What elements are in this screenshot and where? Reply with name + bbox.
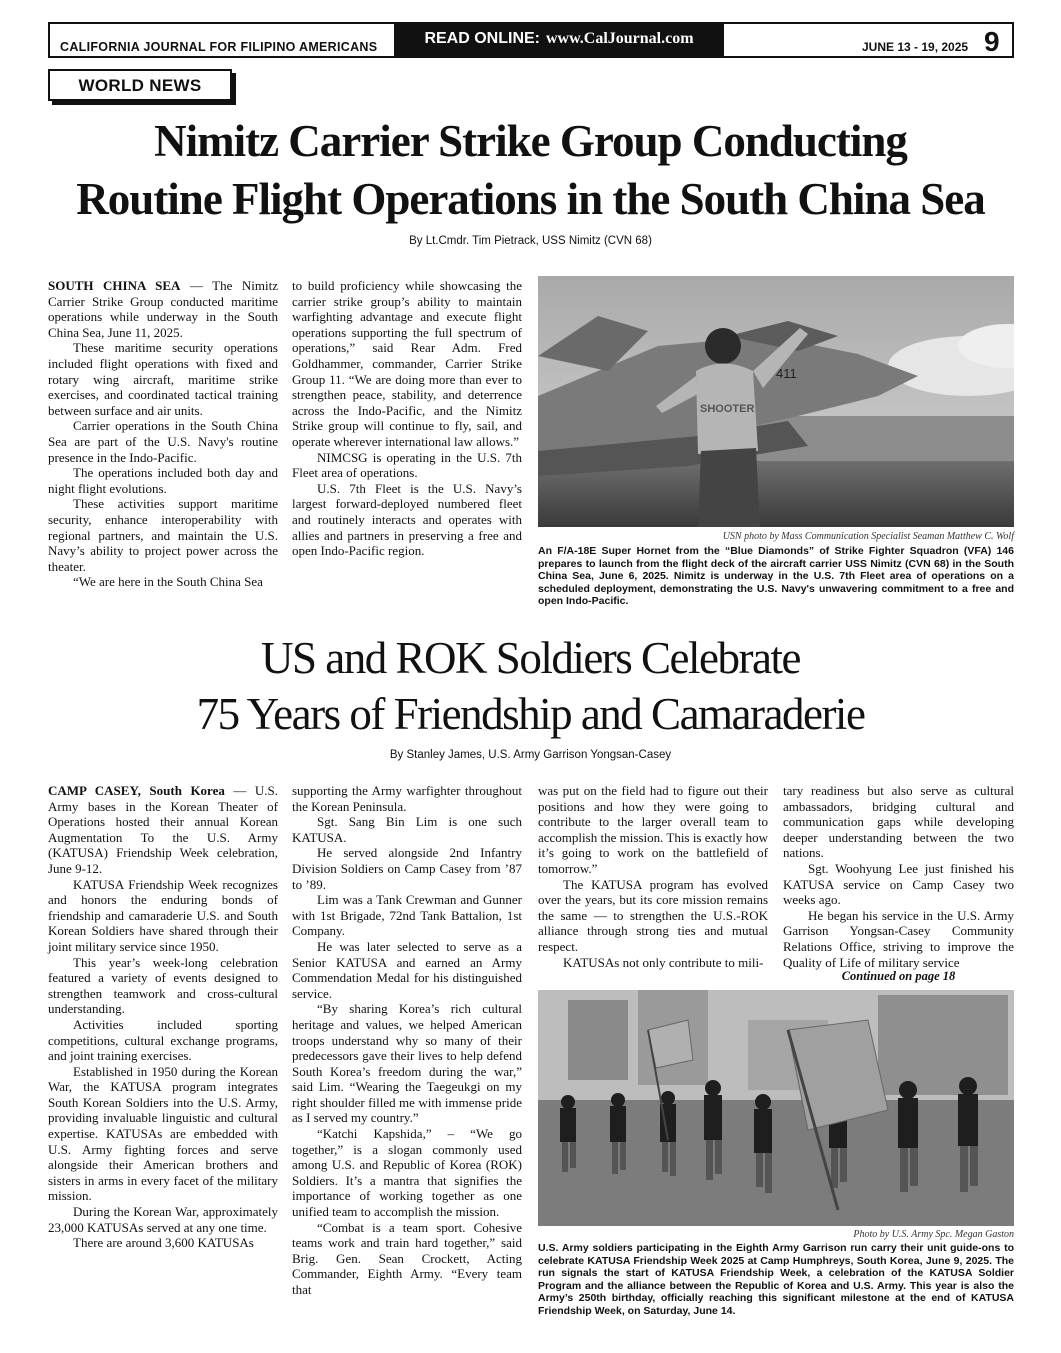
paragraph: The operations included both day and night flight evolutions. [48, 465, 278, 496]
paragraph: “Katchi Kapshida,” – “We go together,” is a slogan commonly used among U.S. and Republic of Korea (ROK) Soldiers. It’s a mantra that signifies the importance of working together as one unified team to accomplish the mission. [292, 1126, 522, 1220]
paragraph: Sgt. Woohyung Lee just finished his KATUSA service on Camp Casey two weeks ago. [783, 860, 1014, 908]
article2-photo-caption: U.S. Army soldiers participating in the Eighth Army Garrison run carry their unit guide-ons to celebrate KATUSA Friendship Week 2025 at Camp Humphreys, South Korea, June 9, 2025. The run signals the start of KATUSA Friendship Week, a celebration of the KATUSA Soldier Program and the alliance between the Republic of Korea and U.S. Army. This year is also the Army’s 250th birthday, officially reaching this significant milestone at the end of KATUSA Friendship Week, on Saturday, June 14. [538, 1242, 1014, 1317]
paragraph: was put on the field had to figure out their positions and how they were going to contribute to the larger overall team to accomplish the mission. This is exactly how it’s going to work on the battlefield of tomorrow.” [538, 783, 768, 876]
paragraph: SOUTH CHINA SEA — The Nimitz Carrier Strike Group conducted maritime operations while underway in the South China Sea, June 11, 2025. [48, 278, 278, 340]
publication-name: CALIFORNIA JOURNAL FOR FILIPINO AMERICANS [60, 40, 378, 54]
paragraph: Lim was a Tank Crewman and Gunner with 1st Brigade, 72nd Tank Battalion, 1st Company. [292, 892, 522, 939]
issue-date: JUNE 13 - 19, 2025 [862, 40, 969, 54]
website-link[interactable]: www.CalJournal.com [546, 30, 694, 47]
article2-column-3 [538, 783, 768, 970]
article1-column-1 [48, 278, 278, 590]
article1-byline: By Lt.Cmdr. Tim Pietrack, USS Nimitz (CVN 68) [409, 235, 652, 247]
paragraph: Carrier operations in the South China Sea are part of the U.S. Navy's routine presence in the Indo-Pacific. [48, 418, 278, 465]
article1-headline [30, 112, 1031, 228]
katusa-run-photo [538, 990, 1014, 1226]
paragraph: This year’s week-long celebration featured a variety of events designed to strengthen teamwork and cross-cultural understanding. [48, 954, 278, 1017]
paragraph: These activities support maritime security, enhance interoperability with regional partners, and maintain the U.S. Navy’s ability to project power across the theater. [48, 496, 278, 574]
paragraph: The KATUSA program has evolved over the years, but its core mission remains the same — to strengthen the U.S.-ROK alliance through strong ties and mutual respect. [538, 876, 768, 954]
article1-photo-caption: An F/A-18E Super Hornet from the “Blue Diamonds” of Strike Fighter Squadron (VFA) 146 prepares to launch from the flight deck of the aircraft carrier USS Nimitz (CVN 68) in the South China Sea, June 6, 2025. Nimitz is underway in the U.S. 7th Fleet area of operations on a scheduled deployment, demonstrating the U.S. Navy's unwavering commitment to a free and open Indo-Pacific. [538, 545, 1014, 608]
paragraph: NIMCSG is operating in the U.S. 7th Fleet area of operations. [292, 449, 522, 481]
paragraph: During the Korean War, approximately 23,000 KATUSAs served at any one time. [48, 1204, 278, 1235]
paragraph: These maritime security operations included flight operations with fixed and rotary wing aircraft, maritime strike exercises, and coordinated tactical training between surface and air units. [48, 340, 278, 418]
article1-column-2 [292, 278, 522, 559]
article2-headline-line1: US and ROK Soldiers Celebrate [261, 633, 800, 683]
fighter-jet-image [538, 276, 1014, 527]
dateline: SOUTH CHINA SEA [48, 278, 181, 293]
vest-text: SHOOTER [700, 403, 755, 415]
carrier-flight-deck-photo [538, 276, 1014, 527]
article2-headline [30, 630, 1031, 742]
paragraph: supporting the Army warfighter throughout the Korean Peninsula. [292, 783, 522, 814]
paragraph: “We are here in the South China Sea [73, 574, 263, 590]
page-number: 9 [984, 26, 1000, 57]
paragraph: CAMP CASEY, South Korea — U.S. Army bases in the Korean Theater of Operations hosted their annual Korean Augmentation To the U.S. Army (KATUSA) Friendship Week celebration, June 9-12. [48, 783, 278, 876]
aircraft-number-text: 411 [776, 366, 797, 381]
article2-byline: By Stanley James, U.S. Army Garrison Yongsan-Casey [389, 749, 672, 761]
article1-headline-line2: Routine Flight Operations in the South China Sea [76, 174, 985, 224]
section-label: WORLD NEWS [48, 69, 232, 101]
article2-headline-line2: 75 Years of Friendship and Camaraderie [196, 689, 865, 739]
paragraph: KATUSAs not only contribute to mili- [563, 954, 764, 970]
paragraph: U.S. 7th Fleet is the U.S. Navy’s largest forward-deployed numbered fleet and routinely interacts and operates with allies and partners in preserving a free and open Indo-Pacific region. [292, 480, 522, 559]
article2-photo-credit: Photo by U.S. Army Spc. Megan Gaston [853, 1229, 1014, 1240]
paragraph: Established in 1950 during the Korean War, the KATUSA program integrates South Korean Soldiers into the U.S. Army, providing invaluable linguistic and cultural expertise. KATUSAs are embedded with U.S. Army fighting forces and serve alongside their American brothers and sisters in arms in every facet of the military mission. [48, 1063, 278, 1204]
article1-headline-line1: Nimitz Carrier Strike Group Conducting [154, 116, 907, 166]
paragraph: to build proficiency while showcasing the carrier strike group’s ability to maintain warfighting advantage and execute flight operations supporting the full spectrum of operations,” said Rear Adm. Fred Goldhammer, commander, Carrier Strike Group 11. “We are doing more than ever to strengthen peace, stability, and deterrence across the Indo-Pacific, and the Nimitz Strike group will continue to fly, sail, and operate wherever international law allows.” [292, 278, 522, 449]
paragraph: Activities included sporting competitions, cultural exchange programs, and joint training exercises. [48, 1016, 278, 1064]
paragraph: He began his service in the U.S. Army Garrison Yongsan-Casey Community Relations Office, striving to improve the Quality of Life of military service [783, 907, 1014, 970]
paragraph: He served alongside 2nd Infantry Division Soldiers on Camp Casey from ’87 to ’89. [292, 845, 522, 892]
paragraph: There are around 3,600 KATUSAs [73, 1235, 254, 1251]
paragraph: “By sharing Korea’s rich cultural heritage and values, we helped American troops understand why so many of their predecessors gave their lives to help defend South Korea’s freedom during the war,” said Lim. “Wearing the Taegeukgi on my right shoulder filled me with immense pride as I served my country.” [292, 1001, 522, 1126]
article1-photo-credit: USN photo by Mass Communication Specialist Seaman Matthew C. Wolf [722, 531, 1014, 542]
article2-column-2 [292, 783, 522, 1298]
soldiers-running-image [538, 990, 1014, 1226]
continued-on-page-link[interactable]: Continued on page 18 [841, 969, 956, 983]
article2-column-4 [783, 783, 1014, 970]
dateline: CAMP CASEY, South Korea [48, 783, 225, 798]
paragraph: KATUSA Friendship Week recognizes and honors the enduring bonds of friendship and camaraderie U.S. and South Korean Soldiers have shared through their joint military service since 1950. [48, 876, 278, 954]
paragraph: He was later selected to serve as a Senior KATUSA and earned an Army Commendation Medal for his distinguished service. [292, 938, 522, 1001]
masthead [48, 22, 1014, 58]
paragraph: tary readiness but also serve as cultural ambassadors, bridging cultural and communication gaps while developing deeper understanding between the two nations. [783, 783, 1014, 861]
read-online-label: READ ONLINE: [424, 30, 540, 47]
paragraph: “Combat is a team sport. Cohesive teams work and train hard together,” said Brig. Gen. Sean Crockett, Acting Commander, Eighth Army. “Every team that [292, 1219, 522, 1297]
paragraph: Sgt. Sang Bin Lim is one such KATUSA. [292, 814, 522, 845]
read-online-banner[interactable] [394, 22, 724, 58]
article2-column-1 [48, 783, 278, 1251]
